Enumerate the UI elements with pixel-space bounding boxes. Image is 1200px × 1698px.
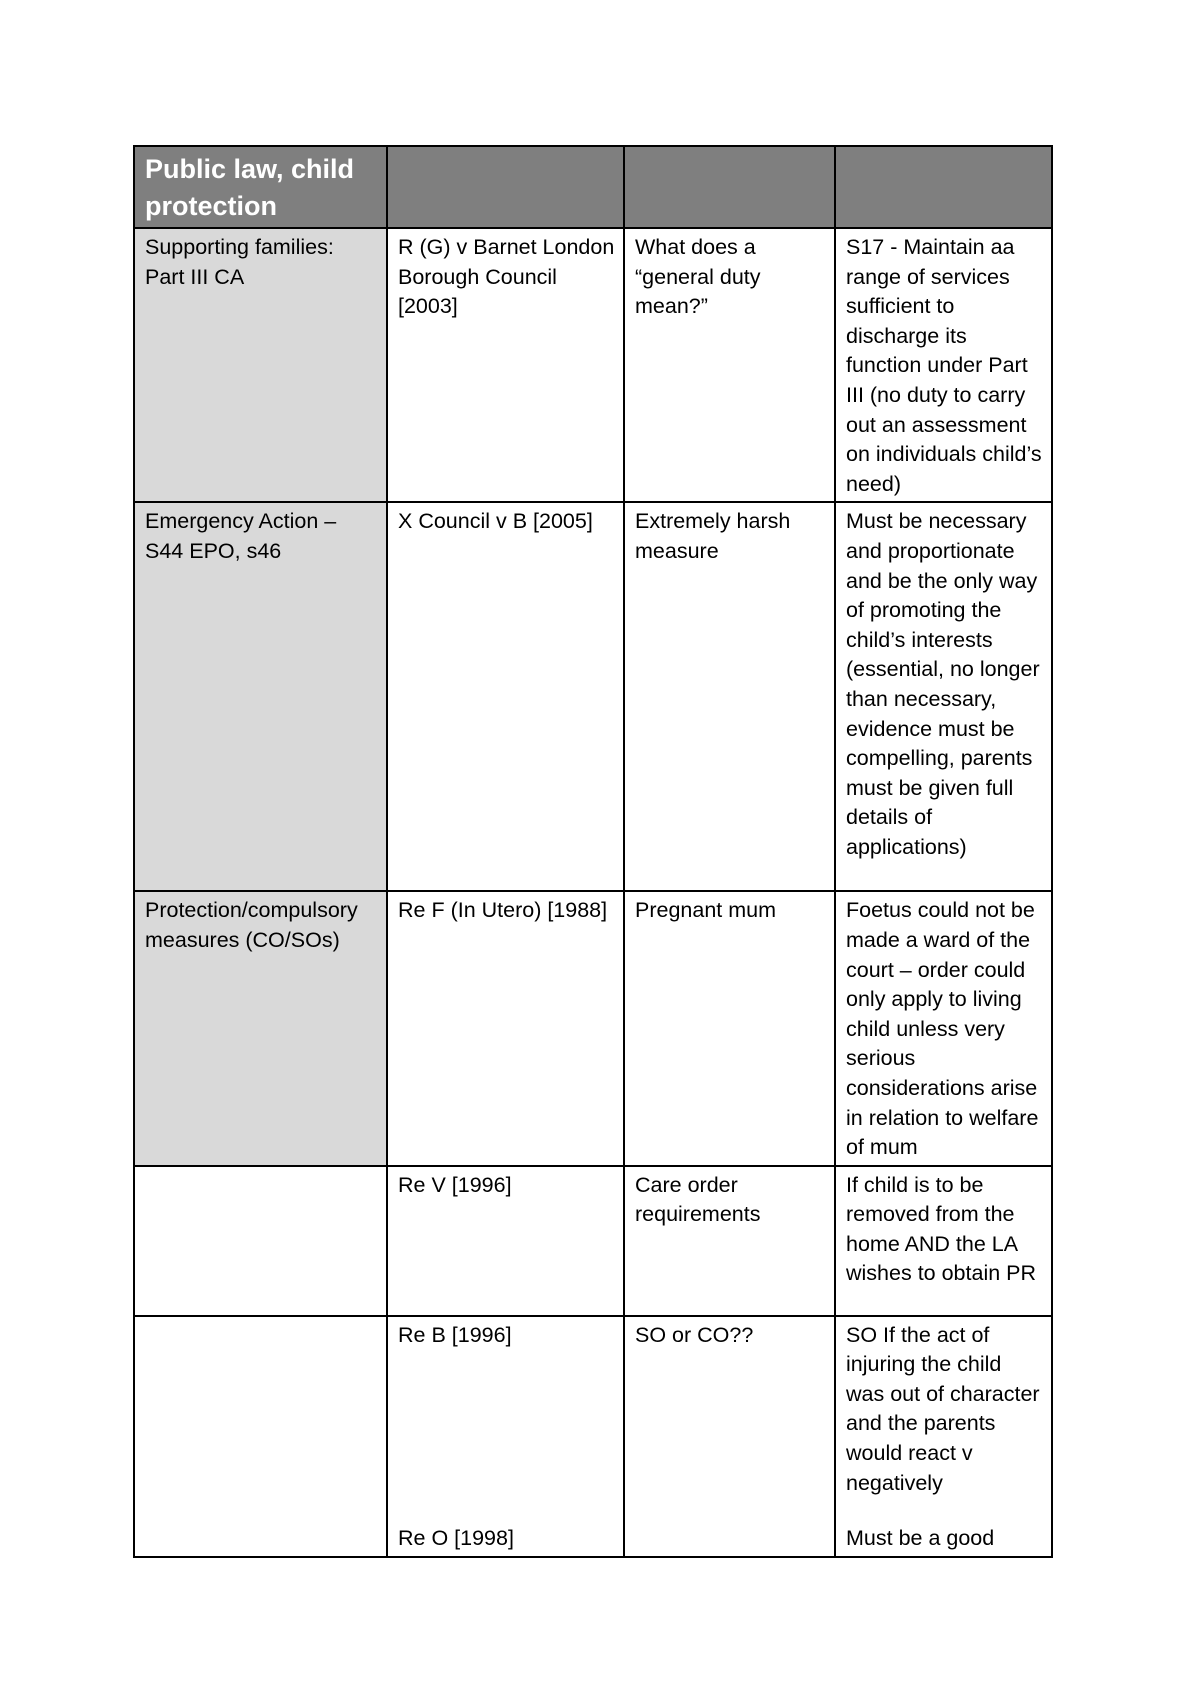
table-row [134, 228, 1052, 502]
notes-text-second: Must be a good [846, 1526, 995, 1551]
table-row [134, 891, 1052, 1165]
issue-cell: Extremely harsh measure [624, 502, 835, 891]
case-name-second: Re O [1998] [398, 1526, 514, 1551]
issue-cell: Pregnant mum [624, 891, 835, 1165]
table-title: Public law, child protection [134, 146, 387, 228]
issue-cell: Care order requirements [624, 1166, 835, 1316]
table-header-row [134, 146, 1052, 228]
notes-cell: If child is to be removed from the home AND the LA wishes to obtain PR [835, 1166, 1052, 1316]
case-cell: Re F (In Utero) [1988] [387, 891, 624, 1165]
case-cell: Re V [1996] [387, 1166, 624, 1316]
topic-cell: Supporting families: Part III CA [134, 228, 387, 502]
table-row [134, 502, 1052, 891]
header-cell-4 [835, 146, 1052, 228]
case-notes-table [133, 145, 1053, 1558]
notes-cell: Must be necessary and proportionate and be the only way of promoting the child’s interests (essential, no longer than necessary, evidence must be compelling, parents must be given full details of applications) [835, 502, 1052, 891]
issue-cell: What does a “general duty mean?” [624, 228, 835, 502]
case-cell [387, 1316, 624, 1557]
topic-cell: Protection/compulsory measures (CO/SOs) [134, 891, 387, 1165]
table-row [134, 1316, 1052, 1557]
header-cell-3 [624, 146, 835, 228]
case-cell: X Council v B [2005] [387, 502, 624, 891]
case-cell: R (G) v Barnet London Borough Council [2003] [387, 228, 624, 502]
notes-cell: S17 - Maintain aa range of services sufficient to discharge its function under Part III (no duty to carry out an assessment on individuals child’s need) [835, 228, 1052, 502]
header-cell-2 [387, 146, 624, 228]
notes-cell: Foetus could not be made a ward of the court – order could only apply to living child unless very serious considerations arise in relation to welfare of mum [835, 891, 1052, 1165]
table-row [134, 1166, 1052, 1316]
topic-cell [134, 1316, 387, 1557]
case-name: Re B [1996] [398, 1322, 512, 1347]
notes-cell [835, 1316, 1052, 1557]
issue-cell: SO or CO?? [624, 1316, 835, 1557]
topic-cell: Emergency Action – S44 EPO, s46 [134, 502, 387, 891]
topic-cell [134, 1166, 387, 1316]
notes-text: SO If the act of injuring the child was out of character and the parents would react v negatively [846, 1322, 1040, 1495]
